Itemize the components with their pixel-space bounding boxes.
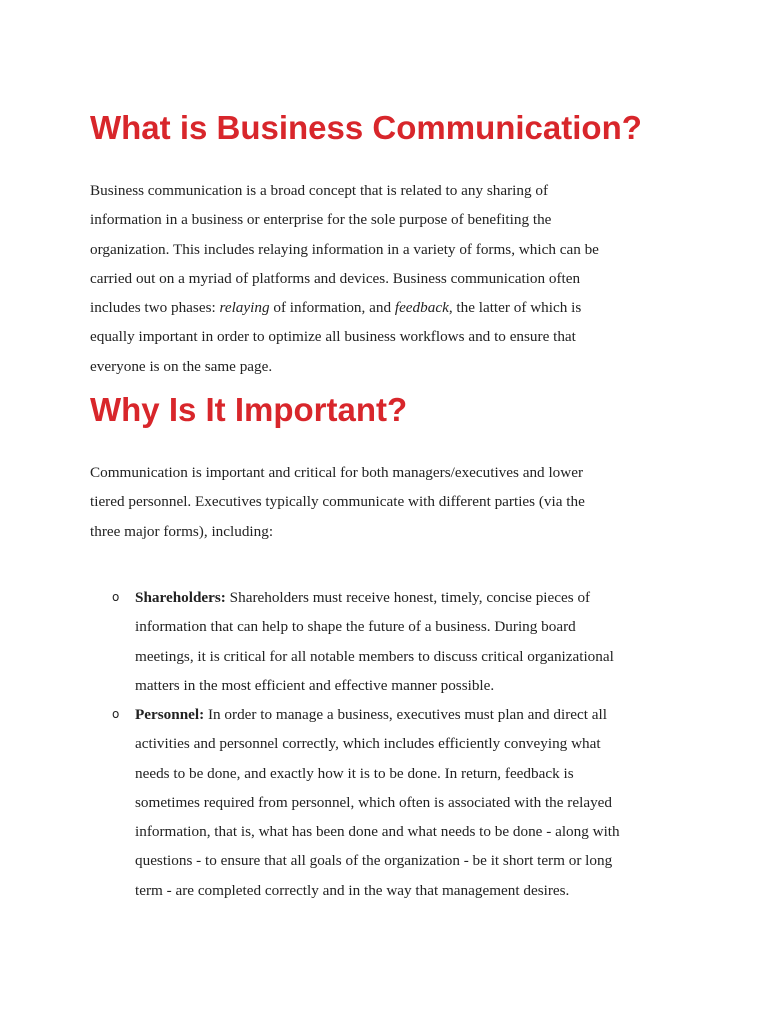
intro-paragraph <box>90 176 690 381</box>
paragraph-line: three major forms), including: <box>90 522 274 540</box>
section-heading-business-communication: What is Business Communication? <box>90 109 642 146</box>
list-item-line: needs to be done, and exactly how it is to be done. In return, feedback is <box>135 764 574 782</box>
paragraph-line: Business communication is a broad concept that is related to any sharing of <box>90 182 549 199</box>
emphasis-feedback: feedback <box>394 299 449 317</box>
paragraph-line: tiered personnel. Executives typically communicate with different parties (via the <box>90 493 585 511</box>
text-run: of information, and <box>269 299 395 317</box>
text-run: Shareholders must receive honest, timely, concise pieces of <box>225 589 591 606</box>
text-run: In order to manage a business, executives must plan and direct all <box>204 706 607 723</box>
list-item-line: meetings, it is critical for all notable members to discuss critical organizational <box>135 647 614 665</box>
emphasis-relaying: relaying <box>219 299 270 317</box>
list-item-line: term - are completed correctly and in the way that management desires. <box>135 881 570 899</box>
bullet-marker: o <box>112 707 120 721</box>
paragraph-line: organization. This includes relaying information in a variety of forms, which can be <box>90 240 599 258</box>
list-item-title: Shareholders: <box>135 589 226 606</box>
importance-paragraph <box>90 458 690 546</box>
text-run: includes two phases: <box>90 299 220 317</box>
section-heading-why-important: Why Is It Important? <box>90 391 408 428</box>
list-item-line <box>135 700 695 729</box>
list-item-personnel <box>135 700 695 905</box>
paragraph-line <box>90 293 690 322</box>
list-item-line: sometimes required from personnel, which often is associated with the relayed <box>135 793 612 811</box>
list-item-line: information that can help to shape the future of a business. During board <box>135 618 576 636</box>
paragraph-line: carried out on a myriad of platforms and devices. Business communication often <box>90 269 581 287</box>
list-item-line: information, that is, what has been done and what needs to be done - along with <box>135 823 620 841</box>
paragraph-line: everyone is on the same page. <box>90 357 273 375</box>
paragraph-line: information in a business or enterprise for the sole purpose of benefiting the <box>90 211 552 229</box>
list-item-line <box>135 583 695 612</box>
list-item-title: Personnel: <box>135 706 205 723</box>
paragraph-line: equally important in order to optimize all business workflows and to ensure that <box>90 328 576 346</box>
text-run: , the latter of which is <box>448 299 582 317</box>
list-item-shareholders <box>135 583 695 700</box>
paragraph-line: Communication is important and critical for both managers/executives and lower <box>90 464 584 481</box>
list-item-line: questions - to ensure that all goals of the organization - be it short term or long <box>135 852 613 870</box>
list-item-line: matters in the most efficient and effective manner possible. <box>135 676 495 694</box>
list-item-line: activities and personnel correctly, which includes efficiently conveying what <box>135 735 601 753</box>
bullet-marker: o <box>112 590 120 604</box>
